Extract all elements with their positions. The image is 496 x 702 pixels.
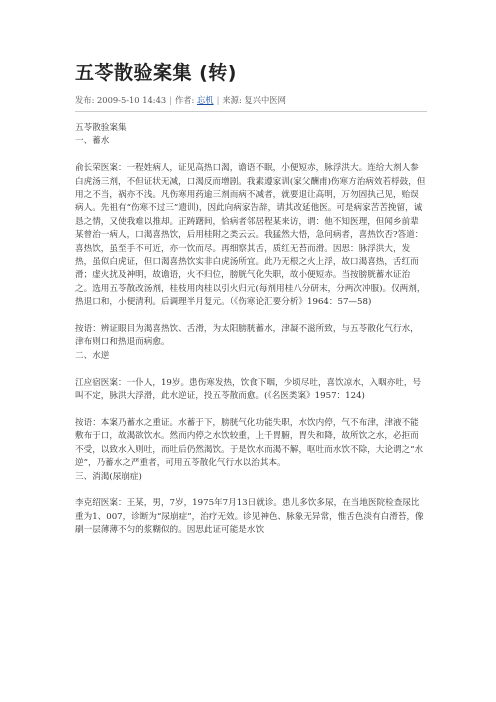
section-heading: 二、水逆 [75, 350, 110, 361]
blank-line [75, 403, 427, 416]
blank-line [75, 484, 427, 497]
blank-line [75, 310, 427, 323]
blank-line [75, 363, 427, 376]
paragraph: 按语：本案乃蓄水之重证。水蓄于下，膀胱气化功能失职，水饮内停，气不布津，津液不能敷布于口，故渴欲饮水。然而内停之水饮较重，上千胃腑，胃失和降，故所饮之水，必拒而不受，以致水入则吐，而吐后仍然渴饮。于是饮水而渴不解，呕吐而水饮不除，大论谓之“水逆”，乃蓄水之严重者，可用五苓散化气行水以治其本。 [75, 417, 424, 469]
author-link[interactable]: 忘机 [196, 95, 214, 105]
article-meta [75, 93, 426, 107]
blank-line [75, 149, 427, 162]
author-label: 作者: [174, 95, 195, 105]
paragraph: 五苓散验案集 [75, 123, 127, 133]
paragraph: 李克绍医案：王某，男，7岁，1975年7月13日就诊。患儿多饮多尿，在当地医院检查尿比重为1、007，诊断为“尿崩症”，治疗无效。诊见神色、脉象无异常，惟舌色淡有白滑苔，像刷一层薄薄不匀的浆糊似的。因思此证可能是水饮 [75, 498, 424, 536]
paragraph: 江应宿医案：一仆人，19岁。患伤寒发热，饮食下咽，少顷尽吐，喜饮凉水，入咽亦吐，号叫不定，脉洪大浮滑，此水逆证，投五苓散而愈。(《名医类案》1957：124) [75, 377, 422, 402]
paragraph: 俞长荣医案：一程姓病人，证见高热口渴，谵语不眠，小便短赤，脉浮洪大。连给大剂人参白虎汤三剂，不但证状无减，口渴反而增剧。我素遵家训(家父酬甫)伤寒方治病效若桴鼓，但用之不当，祸亦不浅。凡伤寒用药逾三剂而病不减者，就要退让高明，万勿固执己见，贻误病人。先祖有“伤寒不过三”遗训)，因此向病家告辞，请其改延他医。可是病家苦苦挽留，诚恳之情，又使我难以推却。正踌躇间，恰病者邻居程某来访，谓：他不知医理，但闻乡前辈某曾治一病人，口渴喜热饮，后用桂附之类云云。我猛然大悟，急问病者，喜热饮否?答道：喜热饮，虽至手不可近，亦一饮而尽。再细察其舌，质红无苔而滑。因思：脉浮洪大，发热，虽似白虎证，但口渴喜热饮实非白虎汤所宜。此乃无根之火上浮，故口渴喜热，舌红而滑；虚火扰及神明，故谵语，火不归位，膀胱气化失职，故小便短赤。当按膀胱蓄水证治之。选用五苓散改汤剂，桂枝用肉桂以引火归元(每剂用桂八分研末，分两次冲服)。仅两剂，热退口和，小便清利。后调理半月复元。（《伤寒论汇要分析》1964：57—58) [75, 163, 426, 308]
meta-separator: | [216, 95, 220, 105]
section-heading: 三、消渴(尿崩症) [75, 471, 142, 482]
section-heading: 一、蓄水 [75, 136, 110, 147]
header-divider [75, 111, 427, 112]
source-label: 来源: 复兴中医网 [222, 95, 286, 105]
publish-date: 发布: 2009-5-10 14:43 [75, 95, 167, 105]
article-body [75, 122, 427, 538]
meta-separator: | [169, 95, 172, 105]
article-title: 五苓散验案集 (转) [75, 62, 237, 84]
paragraph: 按语：辨证眼目为渴喜热饮、舌滑，为太阳膀胱蓄水，津凝不滋所致，与五苓散化气行水，津布则口和热退而病愈。 [75, 324, 419, 348]
